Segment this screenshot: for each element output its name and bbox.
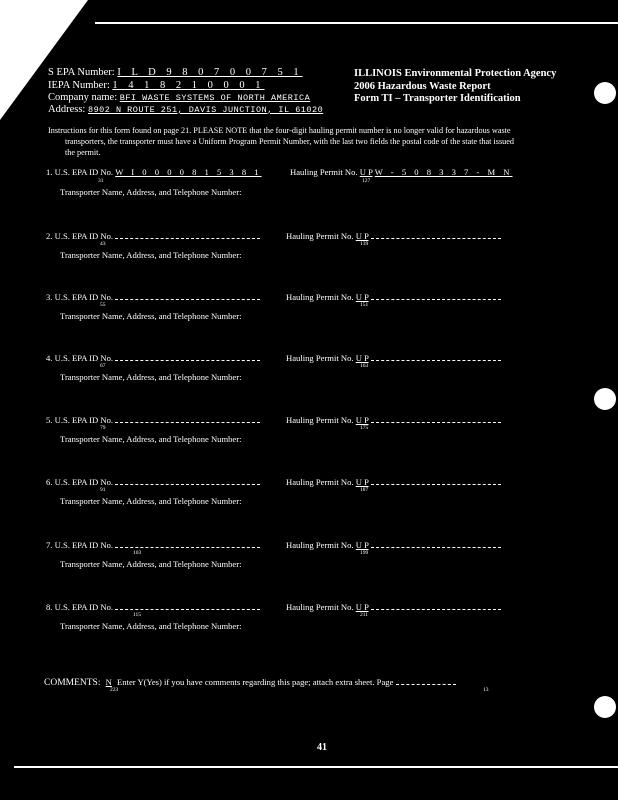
- hauling-permit-line: [286, 414, 501, 425]
- transporter-info-label: Transporter Name, Address, and Telephone Number:: [60, 250, 242, 260]
- hauling-permit-label: Hauling Permit No.: [286, 231, 354, 241]
- epa-id-field-number: 115: [133, 612, 142, 618]
- epa-id-field-number: 31: [98, 178, 104, 184]
- punch-hole-top: [594, 82, 616, 104]
- hauling-permit-label: Hauling Permit No.: [286, 602, 354, 612]
- epa-id-input[interactable]: [115, 539, 260, 548]
- company-label: Company name:: [48, 92, 118, 103]
- address-value[interactable]: 8902 N ROUTE 251, DAVIS JUNCTION, IL 61020: [87, 105, 324, 115]
- epa-id-label: U.S. EPA ID No.: [54, 602, 114, 612]
- permit-field-number: 139: [360, 241, 369, 247]
- top-rule: [95, 22, 618, 24]
- epa-id-input[interactable]: [115, 414, 260, 423]
- hauling-permit-line: [290, 167, 513, 177]
- iepa-value[interactable]: 1 4 1 8 2 1 0 0 0 1: [112, 80, 265, 91]
- hauling-permit-line: [286, 601, 501, 612]
- state-epa-label: S EPA Number:: [48, 67, 115, 78]
- page-number: 41: [317, 742, 327, 753]
- epa-id-line: [46, 352, 260, 363]
- comments-page-label: Page: [376, 677, 394, 687]
- hauling-permit-input[interactable]: [371, 476, 501, 485]
- up-prefix: U P: [355, 353, 369, 363]
- up-prefix: U P: [359, 167, 373, 177]
- epa-id-input[interactable]: W I 0 0 0 0 8 1 5 3 8 1: [115, 167, 262, 177]
- epa-id-field-number: 67: [100, 363, 106, 369]
- epa-id-line: [46, 230, 260, 241]
- row-number: 3.: [46, 292, 53, 302]
- address-row: [48, 103, 323, 117]
- row-number: 5.: [46, 415, 53, 425]
- state-epa-row: [48, 66, 303, 79]
- transporter-info-label: Transporter Name, Address, and Telephone Number:: [60, 372, 242, 382]
- instructions-line-1: Instructions for this form found on page 21. PLEASE NOTE that the four-digit hauling permit number is no longer valid for hazardous waste: [48, 126, 511, 135]
- page-field-number: 13: [483, 687, 489, 693]
- comments-text: Enter Y(Yes) if you have comments regarding this page; attach extra sheet.: [117, 677, 375, 687]
- punch-hole-middle: [594, 388, 616, 410]
- permit-field-number: 151: [360, 302, 369, 308]
- epa-id-input[interactable]: [115, 230, 260, 239]
- hauling-permit-line: [286, 539, 501, 550]
- hauling-permit-input[interactable]: [371, 291, 501, 300]
- transporter-info-label: Transporter Name, Address, and Telephone Number:: [60, 496, 242, 506]
- form-title: Form TI – Transporter Identification: [354, 93, 521, 104]
- hauling-permit-label: Hauling Permit No.: [286, 477, 354, 487]
- epa-id-label: U.S. EPA ID No.: [54, 477, 114, 487]
- epa-id-input[interactable]: [115, 476, 260, 485]
- hauling-permit-input[interactable]: [371, 539, 501, 548]
- iepa-label: IEPA Number:: [48, 80, 110, 91]
- row-number: 1.: [46, 167, 53, 177]
- epa-id-label: U.S. EPA ID No.: [54, 415, 114, 425]
- hauling-permit-label: Hauling Permit No.: [286, 353, 354, 363]
- transporter-info-label: Transporter Name, Address, and Telephone Number:: [60, 434, 242, 444]
- permit-field-number: 211: [360, 612, 369, 618]
- epa-id-line: [46, 291, 260, 302]
- transporter-info-label: Transporter Name, Address, and Telephone Number:: [60, 559, 242, 569]
- address-label: Address:: [48, 104, 86, 115]
- instructions-line-3: the permit.: [65, 148, 101, 157]
- up-prefix: U P: [355, 292, 369, 302]
- instructions-line-2: transporters, the transporter must have a Uniform Program Permit Number, with the last two fields the postal code of the state that issued: [65, 137, 514, 146]
- permit-field-number: 127: [362, 178, 371, 184]
- hauling-permit-label: Hauling Permit No.: [286, 415, 354, 425]
- company-value[interactable]: BFI WASTE SYSTEMS OF NORTH AMERICA: [119, 93, 311, 103]
- punch-hole-bottom: [594, 696, 616, 718]
- hauling-permit-input[interactable]: [371, 414, 501, 423]
- hauling-permit-input[interactable]: W - 5 0 8 3 3 7 - M N: [374, 167, 513, 177]
- hauling-permit-label: Hauling Permit No.: [286, 292, 354, 302]
- epa-id-input[interactable]: [115, 291, 260, 300]
- epa-id-line: [46, 539, 260, 550]
- epa-id-label: U.S. EPA ID No.: [54, 353, 114, 363]
- epa-id-line: [46, 476, 260, 487]
- bottom-rule: [14, 766, 618, 768]
- up-prefix: U P: [355, 231, 369, 241]
- epa-id-label: U.S. EPA ID No.: [54, 167, 114, 177]
- epa-id-line: [46, 601, 260, 612]
- epa-id-label: U.S. EPA ID No.: [54, 231, 114, 241]
- permit-field-number: 199: [360, 550, 369, 556]
- comments-label: COMMENTS:: [44, 678, 101, 688]
- hauling-permit-input[interactable]: [371, 352, 501, 361]
- epa-id-field-number: 91: [100, 487, 106, 493]
- transporter-info-label: Transporter Name, Address, and Telephone Number:: [60, 311, 242, 321]
- hauling-permit-line: [286, 291, 501, 302]
- hauling-permit-line: [286, 476, 501, 487]
- epa-id-field-number: 43: [100, 241, 106, 247]
- epa-id-line: [46, 167, 262, 177]
- comments-value[interactable]: N: [105, 677, 112, 687]
- hauling-permit-input[interactable]: [371, 601, 501, 610]
- hauling-permit-line: [286, 352, 501, 363]
- state-epa-value[interactable]: I L D 9 8 0 7 0 0 7 5 1: [117, 67, 303, 78]
- up-prefix: U P: [355, 477, 369, 487]
- hauling-permit-label: Hauling Permit No.: [286, 540, 354, 550]
- row-number: 6.: [46, 477, 53, 487]
- transporter-info-label: Transporter Name, Address, and Telephone Number:: [60, 187, 242, 197]
- row-number: 4.: [46, 353, 53, 363]
- epa-id-input[interactable]: [115, 601, 260, 610]
- permit-field-number: 187: [360, 487, 369, 493]
- epa-id-input[interactable]: [115, 352, 260, 361]
- epa-id-label: U.S. EPA ID No.: [54, 292, 114, 302]
- hauling-permit-input[interactable]: [371, 230, 501, 239]
- up-prefix: U P: [355, 415, 369, 425]
- permit-field-number: 175: [360, 425, 369, 431]
- hauling-permit-line: [286, 230, 501, 241]
- row-number: 8.: [46, 602, 53, 612]
- permit-field-number: 163: [360, 363, 369, 369]
- epa-id-field-number: 79: [100, 425, 106, 431]
- comments-row: [44, 676, 456, 688]
- epa-id-label: U.S. EPA ID No.: [54, 540, 114, 550]
- epa-id-line: [46, 414, 260, 425]
- row-number: 7.: [46, 540, 53, 550]
- report-title: 2006 Hazardous Waste Report: [354, 81, 491, 92]
- epa-id-field-number: 103: [133, 550, 142, 556]
- transporter-info-label: Transporter Name, Address, and Telephone Number:: [60, 621, 242, 631]
- row-number: 2.: [46, 231, 53, 241]
- agency-name: ILLINOIS Environmental Protection Agency: [354, 68, 557, 79]
- hauling-permit-label: Hauling Permit No.: [290, 167, 358, 177]
- up-prefix: U P: [355, 540, 369, 550]
- comments-page-input[interactable]: [396, 676, 456, 685]
- epa-id-field-number: 55: [100, 302, 106, 308]
- comments-field-number: 223: [110, 687, 119, 693]
- up-prefix: U P: [355, 602, 369, 612]
